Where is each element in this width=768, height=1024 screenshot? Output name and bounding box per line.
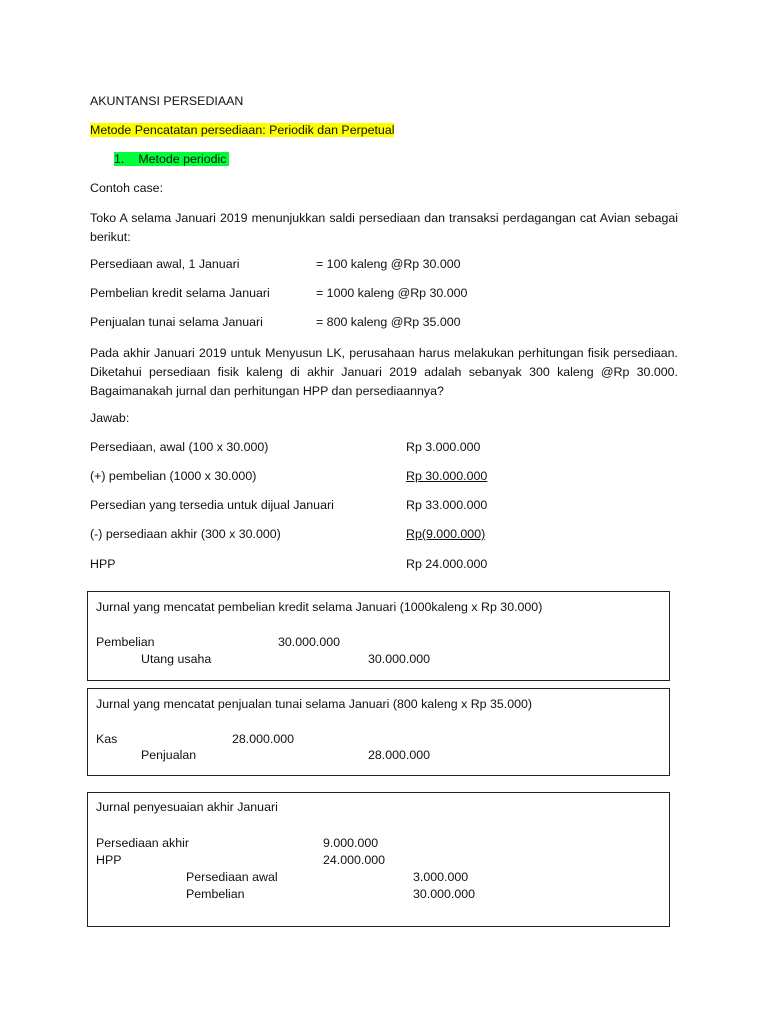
calc-value: Rp 33.000.000 <box>406 498 488 512</box>
credit-amount: 3.000.000 <box>413 870 469 884</box>
debit-account: Persediaan akhir <box>96 836 189 850</box>
answer-label: Jawab: <box>90 411 130 425</box>
fact-label: Pembelian kredit selama Januari <box>90 286 270 300</box>
journal-title: Jurnal penyesuaian akhir Januari <box>96 800 278 814</box>
journal-title: Jurnal yang mencatat penjualan tunai selama Januari (800 kaleng x Rp 35.000) <box>96 697 533 711</box>
case-label: Contoh case: <box>90 181 164 195</box>
journal-box-sales <box>87 688 670 776</box>
section-number: 1. <box>114 152 125 166</box>
journal-title: Jurnal yang mencatat pembelian kredit selama Januari (1000kaleng x Rp 30.000) <box>96 600 543 614</box>
calc-value: Rp 24.000.000 <box>406 557 488 571</box>
fact-label: Persediaan awal, 1 Januari <box>90 257 240 271</box>
debit-amount: 9.000.000 <box>323 836 379 850</box>
calc-value: Rp 3.000.000 <box>406 440 481 454</box>
debit-amount: 24.000.000 <box>323 853 386 867</box>
credit-amount: 30.000.000 <box>413 887 476 901</box>
calc-label: (-) persediaan akhir (300 x 30.000) <box>90 527 281 541</box>
debit-account: HPP <box>96 853 122 867</box>
fact-value: = 100 kaleng @Rp 30.000 <box>316 257 461 271</box>
question-paragraph: Pada akhir Januari 2019 untuk Menyusun LK, perusahaan harus melakukan perhitungan fisik persediaan. Diketahui persediaan fisik kaleng di akhir Januari 2019 adalah sebanyak 300 kaleng @Rp 30.000. Bagaimanakah jurnal dan perhitungan HPP dan persediaannya? <box>90 346 678 398</box>
calc-label: Persedian yang tersedia untuk dijual Januari <box>90 498 334 512</box>
credit-account: Persediaan awal <box>186 870 278 884</box>
journal-box-purchase <box>87 591 670 681</box>
calc-label: (+) pembelian (1000 x 30.000) <box>90 469 257 483</box>
credit-amount: 28.000.000 <box>368 748 431 762</box>
credit-account: Utang usaha <box>141 652 212 666</box>
debit-account: Pembelian <box>96 635 155 649</box>
fact-label: Penjualan tunai selama Januari <box>90 315 263 329</box>
fact-value: = 1000 kaleng @Rp 30.000 <box>316 286 468 300</box>
credit-account: Pembelian <box>186 887 245 901</box>
debit-amount: 28.000.000 <box>232 732 295 746</box>
journal-box-adjustment <box>87 792 670 927</box>
fact-value: = 800 kaleng @Rp 35.000 <box>316 315 461 329</box>
intro-paragraph: Toko A selama Januari 2019 menunjukkan saldi persediaan dan transaksi perdagangan cat Avian sebagai berikut: <box>90 211 678 244</box>
doc-subtitle: Metode Pencatatan persediaan: Periodik dan Perpetual <box>90 123 395 137</box>
calc-value: Rp(9.000.000) <box>406 527 486 541</box>
credit-amount: 30.000.000 <box>368 652 431 666</box>
calc-label: HPP <box>90 557 116 571</box>
section-heading <box>114 152 229 166</box>
section-label: Metode periodic <box>138 152 227 166</box>
debit-account: Kas <box>96 732 118 746</box>
calc-label: Persediaan, awal (100 x 30.000) <box>90 440 269 454</box>
debit-amount: 30.000.000 <box>278 635 341 649</box>
calc-value: Rp 30.000.000 <box>406 469 488 483</box>
doc-title: AKUNTANSI PERSEDIAAN <box>90 94 244 108</box>
credit-account: Penjualan <box>141 748 197 762</box>
